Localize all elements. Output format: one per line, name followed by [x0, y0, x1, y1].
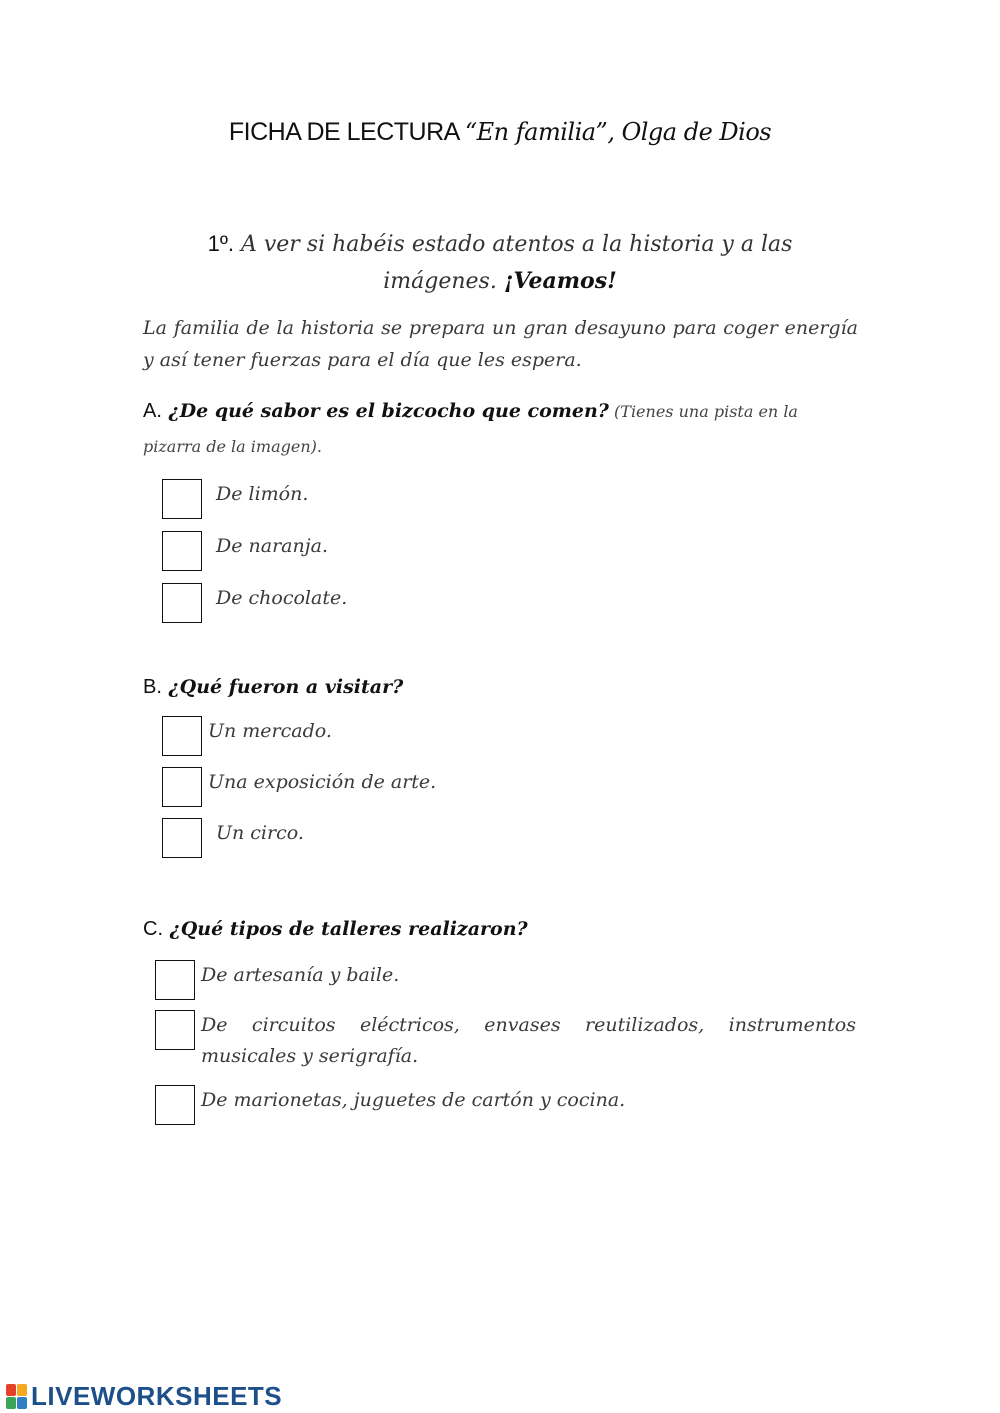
answer-checkbox[interactable] [162, 583, 202, 623]
title-prefix: FICHA DE LECTURA [228, 118, 465, 146]
answer-checkbox[interactable] [155, 1010, 195, 1050]
option-a1 [162, 479, 308, 519]
question-letter: A. [143, 400, 162, 422]
option-a2 [162, 531, 328, 571]
question-text: ¿De qué sabor es el bizcocho que comen? [161, 400, 609, 422]
question-letter: B. [143, 676, 162, 698]
option-a3 [162, 583, 347, 623]
question-text: ¿Qué fueron a visitar? [161, 676, 404, 698]
option-label: Una exposición de arte. [208, 771, 437, 793]
option-c2 [155, 1010, 856, 1072]
answer-checkbox[interactable] [162, 716, 202, 756]
logo-block [17, 1397, 27, 1409]
intro-text: A ver si habéis estado atentos a la historia y a las imágenes. [233, 232, 793, 294]
logo-text: LIVEWORKSHEETS [31, 1381, 283, 1411]
option-label: De circuitos eléctricos, envases reutilizados, instrumentos musicales y serigrafía. [201, 1014, 856, 1067]
option-c3 [155, 1085, 625, 1125]
option-b2 [162, 767, 436, 807]
answer-checkbox[interactable] [162, 531, 202, 571]
answer-checkbox[interactable] [162, 818, 202, 858]
logo-icon [6, 1384, 27, 1409]
question-text: ¿Qué tipos de talleres realizaron? [163, 918, 528, 940]
logo-block [6, 1397, 16, 1409]
worksheet-title [0, 118, 1000, 147]
option-label: De chocolate. [216, 587, 348, 609]
question-hint: (Tienes una pista en la pizarra de la imagen). [143, 402, 798, 456]
question-letter: C. [143, 918, 163, 940]
logo-block [6, 1384, 16, 1396]
story-paragraph: La familia de la historia se prepara un gran desayuno para coger energía y así tener fuerzas para el día que les espera. [143, 317, 858, 371]
option-label: De limón. [216, 483, 309, 505]
answer-checkbox[interactable] [162, 479, 202, 519]
intro-emphasis: ¡Veamos! [503, 268, 617, 294]
liveworksheets-logo [6, 1381, 282, 1412]
option-b1 [162, 716, 332, 756]
option-label: De artesanía y baile. [201, 964, 400, 986]
title-book: “En familia”, Olga de Dios [464, 118, 772, 146]
option-label: De marionetas, juguetes de cartón y cocina. [201, 1089, 626, 1111]
question-c [143, 912, 858, 946]
option-label: Un circo. [216, 822, 304, 844]
logo-block [17, 1384, 27, 1396]
question-b [143, 670, 858, 704]
question-a [143, 394, 858, 464]
option-label: De naranja. [216, 535, 328, 557]
option-b3 [162, 818, 304, 858]
answer-checkbox[interactable] [155, 1085, 195, 1125]
option-c1 [155, 960, 399, 1000]
answer-checkbox[interactable] [162, 767, 202, 807]
intro-number: 1º. [207, 231, 234, 256]
answer-checkbox[interactable] [155, 960, 195, 1000]
option-label: Un mercado. [208, 720, 332, 742]
intro-instruction [170, 225, 830, 300]
